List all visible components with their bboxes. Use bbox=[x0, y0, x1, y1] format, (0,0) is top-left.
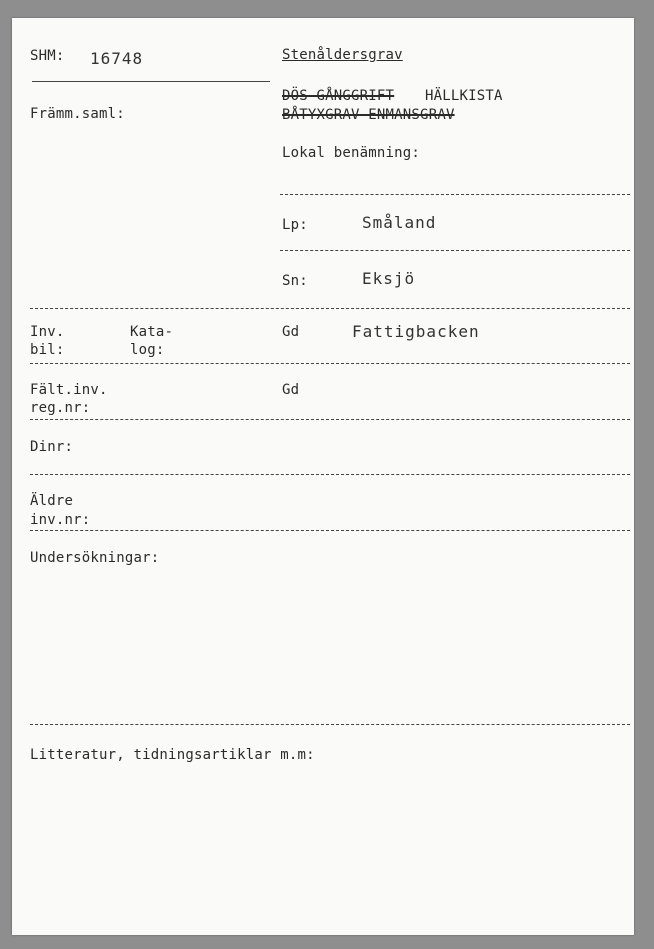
type-option-hallkista: HÄLLKISTA bbox=[425, 88, 503, 104]
katalog-label-1: Kata- bbox=[130, 324, 174, 340]
inv-bil-label-1: Inv. bbox=[30, 324, 65, 340]
divider-full-4 bbox=[30, 474, 630, 475]
divider-full-5 bbox=[30, 530, 630, 531]
local-name-label: Lokal benämning: bbox=[282, 145, 421, 161]
katalog-label-2: log: bbox=[130, 342, 165, 358]
inv-bil-label-2: bil: bbox=[30, 342, 65, 358]
fromm-saml-label: Främm.saml: bbox=[30, 106, 125, 122]
aldre-label-2: inv.nr: bbox=[30, 512, 91, 528]
litteratur-label: Litteratur, tidningsartiklar m.m: bbox=[30, 747, 315, 763]
lp-value: Småland bbox=[362, 213, 437, 232]
type-heading: Stenåldersgrav bbox=[282, 47, 403, 63]
shm-label: SHM: bbox=[30, 48, 65, 64]
falt-inv-label-2: reg.nr: bbox=[30, 400, 91, 416]
sn-label: Sn: bbox=[282, 273, 308, 289]
gd-label-2: Gd bbox=[282, 382, 300, 398]
lp-label: Lp: bbox=[282, 217, 308, 233]
divider-shm bbox=[32, 81, 270, 82]
type-options-struck-2: BÅTYXGRAV ENMANSGRAV bbox=[282, 107, 455, 123]
undersokningar-label: Undersökningar: bbox=[30, 550, 160, 566]
divider-full-3 bbox=[30, 419, 630, 420]
divider-lp bbox=[280, 250, 630, 251]
type-options-struck-1: DÖS GÅNGGRIFT bbox=[282, 88, 395, 104]
catalog-card bbox=[12, 18, 634, 935]
divider-full-1 bbox=[30, 308, 630, 309]
divider-full-6 bbox=[30, 724, 630, 725]
aldre-label-1: Äldre bbox=[30, 493, 74, 509]
sn-value: Eksjö bbox=[362, 269, 416, 288]
divider-local-name bbox=[280, 194, 630, 195]
gd-value-1: Fattigbacken bbox=[352, 322, 480, 341]
gd-label-1: Gd bbox=[282, 324, 300, 340]
falt-inv-label-1: Fält.inv. bbox=[30, 382, 108, 398]
divider-full-2 bbox=[30, 363, 630, 364]
dinr-label: Dinr: bbox=[30, 439, 74, 455]
shm-number: 16748 bbox=[90, 49, 144, 68]
